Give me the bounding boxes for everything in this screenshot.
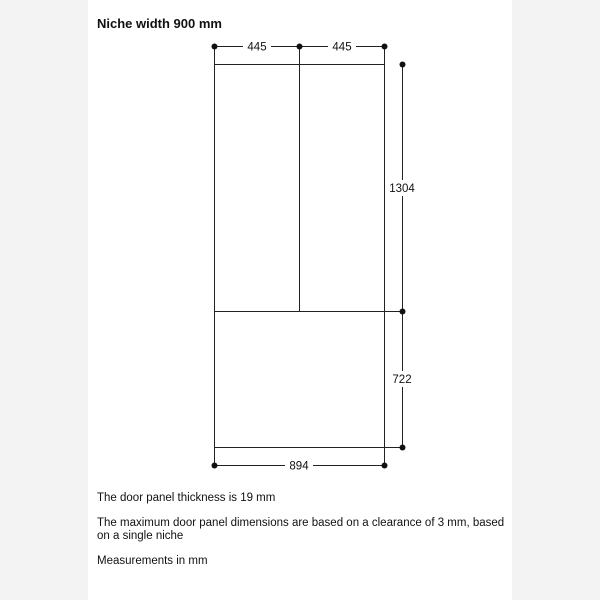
- total-width-label: 894: [289, 460, 309, 473]
- dimension-dot: [400, 445, 406, 451]
- top-left-width-label: 445: [247, 41, 267, 54]
- dimension-dot: [297, 44, 303, 50]
- dimension-dot: [400, 309, 406, 315]
- diagram-title: Niche width 900 mm: [97, 16, 222, 31]
- dimension-dot: [382, 463, 388, 469]
- right-dimension-line: [384, 62, 406, 451]
- thickness-note: The door panel thickness is 19 mm: [97, 492, 276, 504]
- dimension-dot: [212, 44, 218, 50]
- lower-drawer-panel: [215, 312, 385, 448]
- dimension-dot: [400, 62, 406, 68]
- upper-left-door-panel: [215, 65, 300, 312]
- top-right-width-label: 445: [332, 41, 352, 54]
- upper-height-label: 1304: [389, 183, 415, 195]
- top-dimension-line: [212, 41, 388, 65]
- dimension-dot: [382, 44, 388, 50]
- dimension-dot: [212, 463, 218, 469]
- upper-right-door-panel: [300, 65, 385, 312]
- lower-height-label: 722: [392, 374, 412, 386]
- units-note: Measurements in mm: [97, 555, 208, 567]
- clearance-note: The maximum door panel dimensions are based on a clearance of 3 mm, based on a single niche: [97, 517, 505, 542]
